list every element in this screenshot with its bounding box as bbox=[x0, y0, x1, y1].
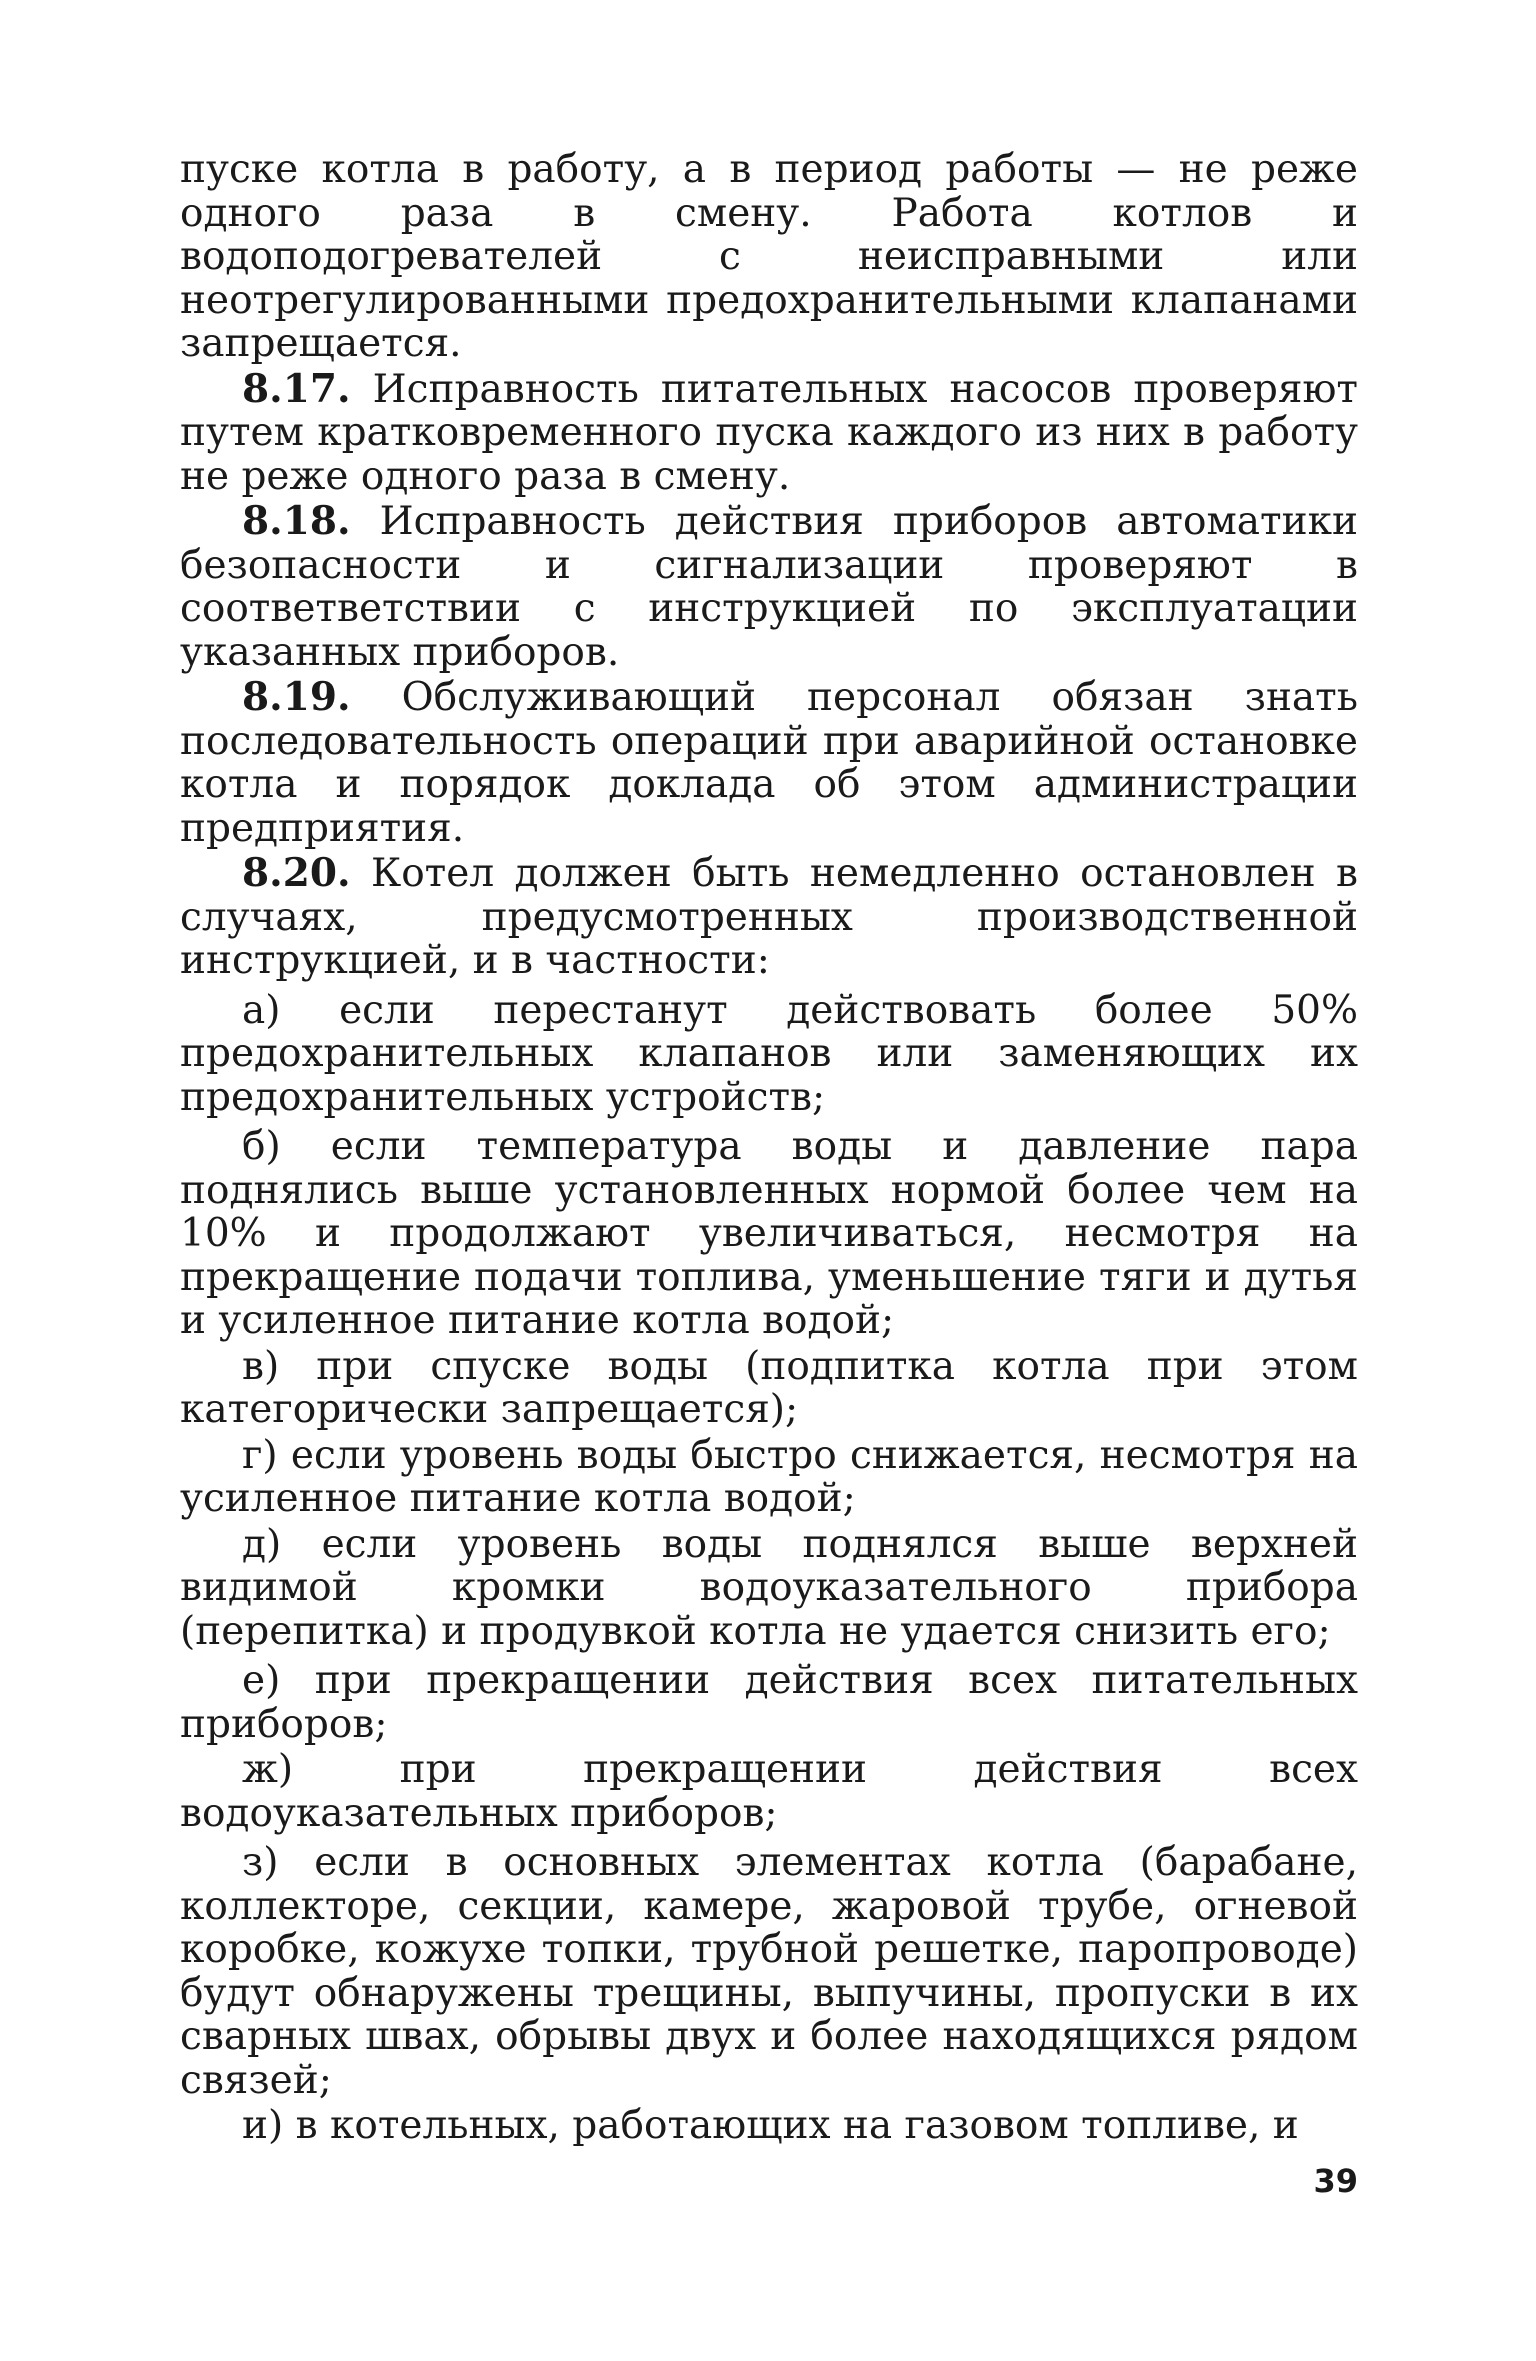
clause-8-18 bbox=[180, 500, 1358, 674]
list-item-zh bbox=[180, 1748, 1358, 1835]
paragraph-continuation bbox=[180, 148, 1358, 366]
list-item-text: а) если перестанут действовать более 50% предохранительных клапанов или заменяющих их предохранительных устройств; bbox=[180, 987, 1358, 1120]
page-number: 39 bbox=[1313, 2162, 1358, 2200]
list-item-text: д) если уровень воды поднялся выше верхней видимой кромки водоуказательного прибора (перепитка) и продувкой котла не удается снизить его; bbox=[180, 1521, 1358, 1654]
clause-number: 8.17. bbox=[242, 365, 351, 412]
clause-number: 8.20. bbox=[242, 850, 351, 896]
list-item-a bbox=[180, 989, 1358, 1120]
list-item-text: в) при спуске воды (подпитка котла при этом категорически запрещается); bbox=[180, 1343, 1358, 1432]
list-item-text: б) если температура воды и давление пара поднялись выше установленных нормой более чем на 10% и продолжают увеличиваться, несмотря на прекращение подачи топлива, уменьшение тяги и дутья и усиленное питание котла водой; bbox=[180, 1124, 1358, 1343]
paragraph-text: пуске котла в работу, а в период работы — не реже одного раза в смену. Работа котлов и водоподогревателей с неисправными или неотрегулированными предохранительными клапанами запрещается. bbox=[180, 147, 1358, 366]
list-item-i bbox=[180, 2104, 1358, 2148]
list-item-v bbox=[180, 1345, 1358, 1432]
clause-text: Обслуживающий персонал обязан знать последовательность операций при аварийной остановке котла и порядок доклада об этом администрации предприятия. bbox=[180, 675, 1358, 851]
list-item-e bbox=[180, 1659, 1358, 1746]
list-item-text: и) в котельных, работающих на газовом топливе, и bbox=[242, 2103, 1299, 2148]
list-item-z bbox=[180, 1841, 1358, 2102]
clause-number: 8.19. bbox=[242, 674, 351, 720]
list-item-g bbox=[180, 1434, 1358, 1521]
list-item-text: ж) при прекращении действия всех водоуказательных приборов; bbox=[180, 1747, 1358, 1836]
body-text bbox=[180, 148, 1358, 2150]
list-item-b bbox=[180, 1125, 1358, 1343]
clause-number: 8.18. bbox=[242, 498, 351, 544]
clause-8-19 bbox=[180, 676, 1358, 850]
clause-text: Котел должен быть немедленно остановлен в случаях, предусмотренных производственной инструкцией, и в частности: bbox=[180, 851, 1358, 983]
clause-8-20 bbox=[180, 852, 1358, 983]
list-item-text: з) если в основных элементах котла (барабане, коллекторе, секции, камере, жаровой трубе, огневой коробке, кожухе топки, трубной решетке, паропроводе) будут обнаружены трещины, выпучины, пропуски в их сварных швах, обрывы двух и более находящихся рядом связей; bbox=[180, 1840, 1358, 2103]
clause-8-17 bbox=[180, 365, 1358, 499]
clause-text: Исправность действия приборов автоматики безопасности и сигнализации проверяют в соответветствии с инструкцией по эксплуатации указанных приборов. bbox=[180, 499, 1358, 675]
list-item-text: г) если уровень воды быстро снижается, несмотря на усиленное питание котла водой; bbox=[180, 1432, 1358, 1521]
list-item-text: е) при прекращении действия всех питательных приборов; bbox=[180, 1658, 1358, 1747]
clause-text: Исправность питательных насосов проверяют путем кратковременного пуска каждого из них в работу не реже одного раза в смену. bbox=[180, 366, 1358, 499]
list-item-d bbox=[180, 1523, 1358, 1654]
